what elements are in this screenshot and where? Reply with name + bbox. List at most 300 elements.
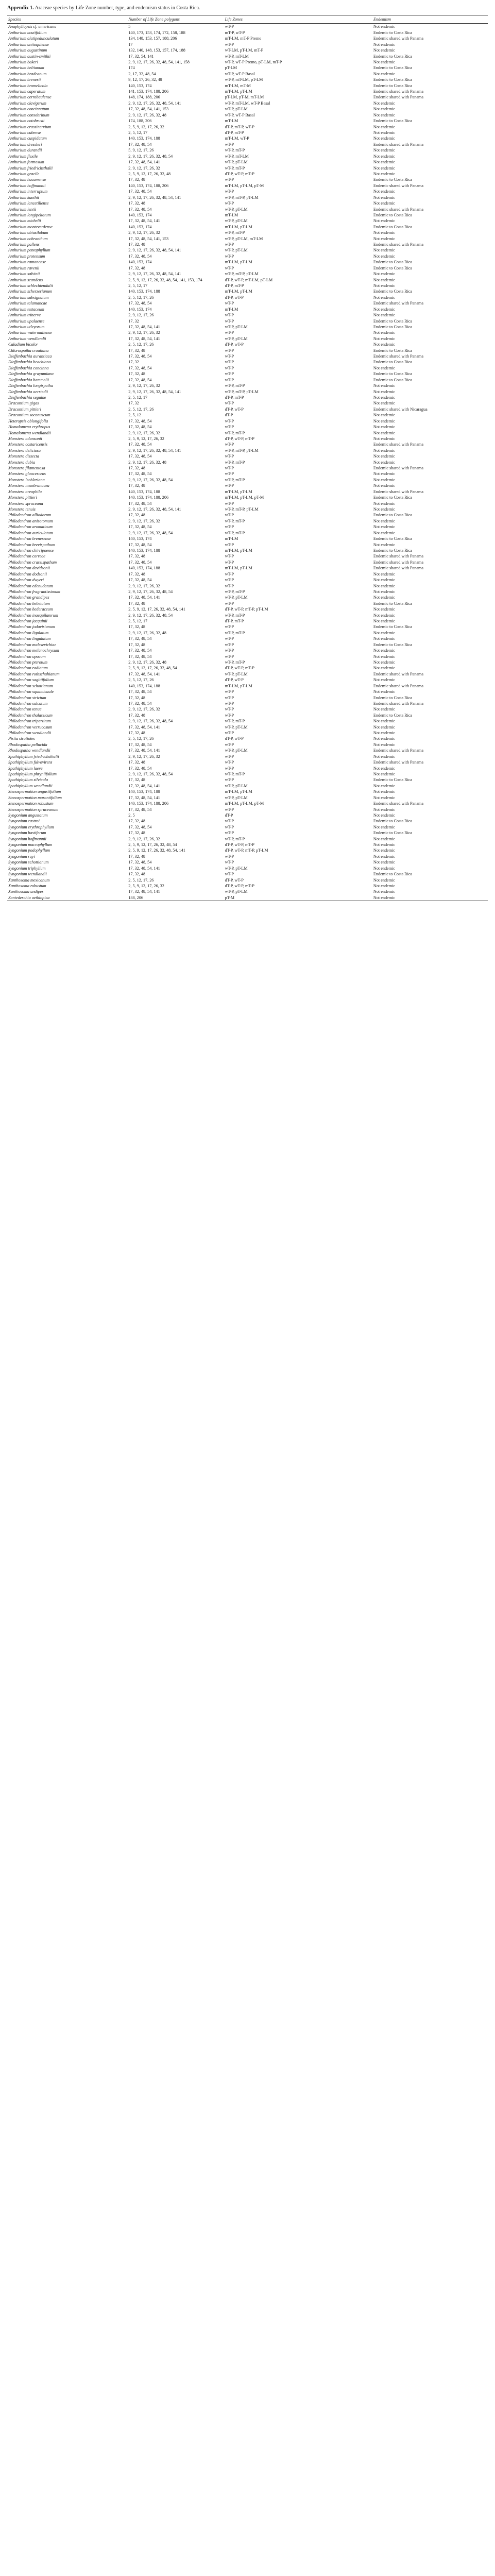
table-row bbox=[7, 595, 488, 600]
endemism-cell: Endemic shared with Panama bbox=[373, 489, 423, 494]
life-zones-cell: mT-LM, pT-LM, pT-M bbox=[225, 183, 264, 188]
polygons-cell: 2, 9, 12, 17, 26, 32, 48, 54, 141 bbox=[128, 248, 181, 253]
species-cell: Philodendron sulcatum bbox=[8, 701, 48, 706]
species-cell: Monstera tenuis bbox=[8, 507, 36, 512]
table-row bbox=[7, 159, 488, 165]
table-row bbox=[7, 501, 488, 506]
polygons-cell: 2, 5 bbox=[128, 812, 135, 818]
endemism-cell: Not endemic bbox=[373, 107, 395, 112]
endemism-cell: Endemic shared with Panama bbox=[373, 442, 423, 447]
species-cell: Syngonium hastiferum bbox=[8, 831, 46, 836]
endemism-cell: Not endemic bbox=[373, 812, 395, 818]
endemism-cell: Not endemic bbox=[373, 283, 395, 288]
table-row bbox=[7, 383, 488, 388]
species-cell: Anthurium flexile bbox=[8, 154, 38, 159]
endemism-cell: Not endemic bbox=[373, 336, 395, 341]
table-row bbox=[7, 312, 488, 318]
table-row bbox=[7, 606, 488, 612]
species-cell: Anthurium brenesii bbox=[8, 77, 41, 82]
species-cell: Anthurium michelii bbox=[8, 218, 41, 224]
endemism-cell: Not endemic bbox=[373, 295, 395, 300]
polygons-cell: 2, 9, 12, 17, 26, 32 bbox=[128, 165, 160, 171]
polygons-cell: 2, 9, 12, 17, 26, 32, 48, 54 bbox=[128, 613, 173, 618]
species-cell: Monstera glaucescens bbox=[8, 471, 46, 477]
species-cell: Monstera oreophila bbox=[8, 489, 42, 494]
table-row bbox=[7, 518, 488, 524]
endemism-cell: Not endemic bbox=[373, 571, 395, 577]
polygons-cell: 2, 5, 12, 17 bbox=[128, 283, 148, 288]
endemism-cell: Not endemic bbox=[373, 583, 395, 588]
life-zones-cell: wT-P bbox=[225, 554, 234, 559]
life-zones-cell: wT-P bbox=[225, 860, 234, 865]
endemism-cell: Not endemic bbox=[373, 866, 395, 871]
species-cell: Anthurium cerrobaulense bbox=[8, 95, 52, 100]
endemism-cell: Endemic to Costa Rica bbox=[373, 265, 413, 270]
life-zones-cell: wT-P bbox=[225, 824, 234, 829]
life-zones-cell: wT-P, mT-P bbox=[225, 659, 245, 665]
life-zones-cell: wT-P, mT-P bbox=[225, 613, 245, 618]
life-zones-cell: wT-P, pT-LM bbox=[225, 160, 248, 165]
column-header-polygons: Number of Life Zone polygons bbox=[127, 15, 224, 24]
life-zones-cell: wT-P bbox=[225, 689, 234, 694]
species-cell: Anthurium subsignatum bbox=[8, 295, 49, 300]
endemism-cell: Endemic to Costa Rica bbox=[373, 30, 413, 35]
life-zones-cell: wT-P bbox=[225, 777, 234, 783]
endemism-cell: Not endemic bbox=[373, 836, 395, 841]
life-zones-cell: wT-P bbox=[225, 377, 234, 382]
polygons-cell: 17, 32, 48, 54 bbox=[128, 807, 152, 812]
endemism-cell: Not endemic bbox=[373, 613, 395, 618]
endemism-cell: Not endemic bbox=[373, 518, 395, 523]
species-cell: Dieffenbachia concinna bbox=[8, 365, 49, 370]
species-cell: Anthurium scherzerianum bbox=[8, 289, 53, 294]
endemism-cell: Endemic to Costa Rica bbox=[373, 872, 413, 877]
species-cell: Philodendron edenudatum bbox=[8, 583, 53, 588]
endemism-cell: Endemic shared with Panama bbox=[373, 560, 423, 565]
polygons-cell: 17, 32, 48 bbox=[128, 242, 145, 247]
table-row bbox=[7, 818, 488, 824]
life-zones-cell: wT-P bbox=[225, 819, 234, 824]
species-cell: Philodendron squamicaule bbox=[8, 689, 54, 694]
species-cell: Anthurium ravenii bbox=[8, 265, 40, 270]
table-row bbox=[7, 460, 488, 465]
endemism-cell: Endemic shared with Panama bbox=[373, 95, 423, 100]
table-row bbox=[7, 665, 488, 671]
table-row bbox=[7, 548, 488, 553]
life-zones-cell: mT-LM bbox=[225, 212, 238, 217]
endemism-cell: Endemic shared with Panama bbox=[373, 183, 423, 188]
species-cell: Philodendron melanochrysum bbox=[8, 648, 59, 653]
polygons-cell: 2, 5, 12 bbox=[128, 413, 141, 418]
species-cell: Philodendron auriculatum bbox=[8, 530, 53, 535]
polygons-cell: 140, 153, 174, 188 bbox=[128, 136, 160, 141]
table-row bbox=[7, 47, 488, 53]
endemism-cell: Not endemic bbox=[373, 477, 395, 482]
table-row bbox=[7, 65, 488, 71]
life-zones-cell: wT-P, pT-LM bbox=[225, 324, 248, 329]
endemism-cell: Not endemic bbox=[373, 789, 395, 794]
polygons-cell: 140, 153, 174, 188 bbox=[128, 548, 160, 553]
polygons-cell: 2, 5, 9, 12, 17, 26, 32, 48, 54, 141 bbox=[128, 848, 185, 853]
species-cell: Philodendron dwyeri bbox=[8, 578, 44, 583]
species-table bbox=[7, 15, 488, 901]
life-zones-cell: wT-P bbox=[225, 42, 234, 47]
endemism-cell: Not endemic bbox=[373, 430, 395, 435]
life-zones-cell: dT-P, wT-P, mT-P, pT-LM bbox=[225, 607, 268, 612]
species-cell: Philodendron jacquinii bbox=[8, 619, 47, 624]
life-zones-cell: wT-P, mT-P bbox=[225, 430, 245, 435]
life-zones-cell: wT-P bbox=[225, 872, 234, 877]
table-row bbox=[7, 200, 488, 206]
table-row bbox=[7, 430, 488, 436]
life-zones-cell: wT-LM, pT-LM, mT-P bbox=[225, 48, 264, 53]
endemism-cell: Endemic to Costa Rica bbox=[373, 601, 413, 606]
table-row bbox=[7, 289, 488, 294]
table-row bbox=[7, 448, 488, 453]
endemism-cell: Not endemic bbox=[373, 313, 395, 318]
polygons-cell: 17, 32, 48, 54, 141 bbox=[128, 324, 160, 329]
endemism-cell: Endemic to Costa Rica bbox=[373, 713, 413, 718]
species-cell: Spathiphyllum laeve bbox=[8, 766, 43, 771]
table-row bbox=[7, 465, 488, 471]
species-cell: Anthurium pentaphyllum bbox=[8, 248, 50, 253]
polygons-cell: 5 bbox=[128, 24, 131, 29]
species-cell: Homalomena wendlandii bbox=[8, 430, 51, 435]
polygons-cell: 17, 32, 48 bbox=[128, 483, 145, 488]
polygons-cell: 17, 32, 48, 54 bbox=[128, 701, 152, 706]
species-cell: Syngonium erythrophyllum bbox=[8, 824, 54, 829]
polygons-cell: 2, 9, 12, 17, 26, 32, 48, 54, 141 bbox=[128, 272, 181, 277]
table-row bbox=[7, 654, 488, 659]
endemism-cell: Not endemic bbox=[373, 736, 395, 741]
life-zones-cell: mT-LM, pT-LM bbox=[225, 489, 252, 494]
table-row bbox=[7, 171, 488, 177]
table-row bbox=[7, 212, 488, 218]
species-cell: Dieffenbachia hammelii bbox=[8, 377, 49, 382]
endemism-cell: Endemic to Costa Rica bbox=[373, 65, 413, 71]
species-cell: Rhodospatha wendlandii bbox=[8, 748, 50, 753]
table-row bbox=[7, 307, 488, 312]
polygons-cell: 140, 153, 174 bbox=[128, 307, 152, 312]
endemism-cell: Not endemic bbox=[373, 807, 395, 812]
table-row bbox=[7, 683, 488, 689]
polygons-cell: 17, 32, 48, 54 bbox=[128, 253, 152, 259]
polygons-cell: 2, 9, 12, 17, 26, 32, 48, 54, 141 bbox=[128, 507, 181, 512]
life-zones-cell: dT-P, mT-P, wT-P bbox=[225, 124, 254, 129]
caption-text: Araceae species by Life Zone number, type, and endemism status in Costa Rica. bbox=[35, 5, 200, 11]
endemism-cell: Endemic to Costa Rica bbox=[373, 536, 413, 541]
table-row bbox=[7, 759, 488, 765]
endemism-cell: Not endemic bbox=[373, 100, 395, 106]
species-cell: Anthurium concinnatum bbox=[8, 107, 49, 112]
polygons-cell: 2, 5, 12, 17, 26 bbox=[128, 342, 154, 347]
life-zones-cell: wT-P bbox=[225, 524, 234, 530]
endemism-cell: Endemic shared with Panama bbox=[373, 566, 423, 571]
life-zones-cell: wT-P, mT-P, pT-LM bbox=[225, 507, 259, 512]
life-zones-cell: wT-P bbox=[225, 654, 234, 659]
life-zones-cell: dT-P bbox=[225, 413, 233, 418]
species-cell: Philodendron wendlandii bbox=[8, 731, 52, 736]
table-row bbox=[7, 648, 488, 653]
polygons-cell: 17, 32, 48, 54, 141, 153 bbox=[128, 107, 169, 112]
polygons-cell: 140, 153, 174, 188 bbox=[128, 489, 160, 494]
polygons-cell: 17, 32, 48, 54 bbox=[128, 418, 152, 423]
table-row bbox=[7, 553, 488, 559]
species-cell: Monstera spruceana bbox=[8, 501, 43, 506]
table-row bbox=[7, 412, 488, 418]
polygons-cell: 2, 9, 12, 17, 26, 32 bbox=[128, 430, 160, 435]
species-cell: Anthurium crassinervium bbox=[8, 124, 52, 129]
polygons-cell: 17, 32, 48 bbox=[128, 177, 145, 182]
life-zones-cell: wT-P, pT-LM bbox=[225, 107, 248, 112]
polygons-cell: 140, 153, 174, 188 bbox=[128, 683, 160, 688]
polygons-cell: 2, 9, 12, 17, 26, 32, 48, 54 bbox=[128, 154, 173, 159]
endemism-cell: Endemic shared with Panama bbox=[373, 207, 423, 212]
life-zones-cell: mT-LM, wT-P bbox=[225, 136, 249, 141]
polygons-cell: 188, 206 bbox=[127, 895, 224, 901]
table-caption bbox=[7, 5, 488, 11]
life-zones-cell: wT-P, wT-P Basal bbox=[225, 71, 255, 76]
life-zones-cell: wT-P, pT-LM bbox=[225, 724, 248, 730]
polygons-cell: 2, 17, 32, 48, 54 bbox=[128, 71, 156, 76]
table-row bbox=[7, 24, 488, 30]
table-row bbox=[7, 253, 488, 259]
life-zones-cell: mT-LM, pT-LM bbox=[225, 548, 252, 553]
endemism-cell: Endemic shared with Panama bbox=[373, 36, 423, 41]
life-zones-cell: wT-P bbox=[225, 648, 234, 653]
table-row bbox=[7, 671, 488, 677]
polygons-cell: 174 bbox=[128, 65, 135, 71]
endemism-cell: Endemic shared with Panama bbox=[373, 554, 423, 559]
polygons-cell: 17, 32, 48, 54 bbox=[128, 365, 152, 370]
endemism-cell: Endemic shared with Panama bbox=[373, 760, 423, 765]
table-row bbox=[7, 147, 488, 153]
life-zones-cell: wT-P bbox=[225, 242, 234, 247]
species-cell: Dieffenbachia grayumiana bbox=[8, 371, 54, 377]
life-zones-cell: wT-P, pT-LM bbox=[225, 595, 248, 600]
life-zones-cell: wT-P bbox=[225, 766, 234, 771]
life-zones-cell: wT-P, mT-P, pT-LM bbox=[225, 195, 259, 200]
table-row bbox=[7, 247, 488, 253]
species-cell: Anthurium beltianum bbox=[8, 65, 44, 71]
species-cell: Anthurium gracile bbox=[8, 171, 40, 176]
polygons-cell: 2, 5, 12, 17, 26 bbox=[128, 736, 154, 741]
table-row bbox=[7, 183, 488, 189]
species-cell: Zantedeschia aethiopica bbox=[7, 895, 127, 901]
endemism-cell: Not endemic bbox=[373, 454, 395, 459]
endemism-cell: Not endemic bbox=[373, 307, 395, 312]
table-row bbox=[7, 783, 488, 789]
species-cell: Philodendron grandipes bbox=[8, 595, 49, 600]
polygons-cell: 17, 32, 48, 54 bbox=[128, 501, 152, 506]
life-zones-cell: wT-P bbox=[225, 642, 234, 647]
life-zones-cell: wT-P bbox=[225, 330, 234, 335]
endemism-cell: Endemic to Costa Rica bbox=[373, 318, 413, 324]
endemism-cell: Not endemic bbox=[373, 165, 395, 171]
life-zones-cell: mT-LM, pT-LM, pT-M bbox=[225, 495, 264, 500]
endemism-cell: Endemic to Costa Rica bbox=[373, 83, 413, 88]
life-zones-cell: wT-P bbox=[225, 701, 234, 706]
table-row bbox=[7, 748, 488, 753]
endemism-cell: Not endemic bbox=[373, 272, 395, 277]
table-row bbox=[7, 418, 488, 424]
table-row bbox=[7, 889, 488, 894]
polygons-cell: 17, 32, 48, 54, 141 bbox=[128, 218, 160, 224]
table-row bbox=[7, 395, 488, 400]
table-row bbox=[7, 342, 488, 347]
endemism-cell: Not endemic bbox=[373, 659, 395, 665]
life-zones-cell: dT-P, mT-P bbox=[225, 395, 244, 400]
endemism-cell: Not endemic bbox=[373, 42, 395, 47]
polygons-cell: 17, 32, 48 bbox=[128, 872, 145, 877]
species-cell: Monstera costaricensis bbox=[8, 442, 48, 447]
endemism-cell: Not endemic bbox=[373, 136, 395, 141]
life-zones-cell: wT-P bbox=[225, 731, 234, 736]
endemism-cell: Endemic shared with Panama bbox=[373, 142, 423, 147]
species-cell: Monstera pittieri bbox=[8, 495, 37, 500]
endemism-cell: Not endemic bbox=[373, 230, 395, 235]
polygons-cell: 17, 32, 48 bbox=[128, 571, 145, 577]
life-zones-cell: wT-P bbox=[225, 466, 234, 471]
polygons-cell: 2, 9, 12, 17, 26, 32, 48 bbox=[128, 460, 166, 465]
species-cell: Anthurium dressleri bbox=[8, 142, 42, 147]
species-cell: Anthurium upalaense bbox=[8, 318, 45, 324]
endemism-cell: Not endemic bbox=[373, 648, 395, 653]
life-zones-cell: mT-LM, pT-LM bbox=[225, 566, 252, 571]
species-cell: Anthurium watermaliense bbox=[8, 330, 52, 335]
endemism-cell: Not endemic bbox=[373, 707, 395, 712]
endemism-cell: Not endemic bbox=[373, 524, 395, 530]
endemism-cell: Not endemic bbox=[373, 530, 395, 535]
life-zones-cell: dT-P, wT-P bbox=[225, 677, 244, 683]
endemism-cell: Not endemic bbox=[373, 160, 395, 165]
life-zones-cell: pT-LM, pT-M, mT-LM bbox=[225, 95, 264, 100]
table-row bbox=[7, 824, 488, 830]
life-zones-cell: wT-P bbox=[225, 442, 234, 447]
endemism-cell: Endemic to Costa Rica bbox=[373, 289, 413, 294]
life-zones-cell: dT-P, mT-P bbox=[225, 130, 244, 135]
species-cell: Philodendron schottianum bbox=[8, 683, 53, 688]
polygons-cell: 17, 32, 48, 54, 141 bbox=[128, 724, 160, 730]
species-cell: Rhodospatha pellucida bbox=[8, 742, 47, 747]
table-row bbox=[7, 536, 488, 541]
endemism-cell: Endemic to Costa Rica bbox=[373, 260, 413, 265]
polygons-cell: 17, 32, 48 bbox=[128, 624, 145, 630]
endemism-cell: Not endemic bbox=[373, 24, 395, 29]
endemism-cell: Endemic to Costa Rica bbox=[373, 819, 413, 824]
polygons-cell: 2, 5, 9, 12, 17, 26, 32, 48, 54, 141 bbox=[128, 607, 185, 612]
polygons-cell: 17, 32, 48, 54 bbox=[128, 377, 152, 382]
life-zones-cell: wT-P, mT-LM, pT-LM bbox=[225, 77, 263, 82]
polygons-cell: 17, 32, 48 bbox=[128, 695, 145, 700]
species-cell: Syngonium podophyllum bbox=[8, 848, 50, 853]
life-zones-cell: mT-LM, pT-LM bbox=[225, 289, 252, 294]
table-row bbox=[7, 42, 488, 47]
polygons-cell: 17, 32, 48 bbox=[128, 777, 145, 783]
endemism-cell: Not endemic bbox=[373, 71, 395, 76]
polygons-cell: 2, 9, 12, 17, 26, 32, 48, 54 bbox=[128, 530, 173, 535]
life-zones-cell: wT-P bbox=[225, 471, 234, 477]
table-row bbox=[7, 242, 488, 247]
species-cell: Philodendron aromaticum bbox=[8, 524, 53, 530]
life-zones-cell: mT-LM, pT-LM bbox=[225, 789, 252, 794]
species-cell: Philodendron dodsonii bbox=[8, 571, 47, 577]
life-zones-cell: wT-P, mT-P bbox=[225, 530, 245, 535]
table-row bbox=[7, 348, 488, 353]
life-zones-cell: wT-P, mT-P bbox=[225, 589, 245, 594]
polygons-cell: 2, 9, 12, 17, 26, 32, 48, 54, 141 bbox=[128, 100, 181, 106]
table-row bbox=[7, 766, 488, 771]
life-zones-cell: wT-P bbox=[225, 318, 234, 324]
table-header-row bbox=[7, 15, 488, 24]
species-cell: Philodendron chirripoense bbox=[8, 548, 54, 553]
table-row bbox=[7, 30, 488, 36]
endemism-cell: Not endemic bbox=[373, 842, 395, 848]
polygons-cell: 2, 5, 12, 17, 26 bbox=[128, 677, 154, 683]
life-zones-cell: wT-P bbox=[225, 513, 234, 518]
polygons-cell: 2, 9, 12, 17, 26, 32 bbox=[128, 383, 160, 388]
species-cell: Anthurium cubense bbox=[8, 130, 41, 135]
endemism-cell: Endemic to Costa Rica bbox=[373, 495, 413, 500]
species-cell: Philodendron fragrantissimum bbox=[8, 589, 60, 594]
endemism-cell: Endemic shared with Nicaragua bbox=[373, 406, 428, 412]
life-zones-cell: wT-P, wT-P Basal bbox=[225, 112, 255, 117]
table-row bbox=[7, 730, 488, 736]
life-zones-cell: mT-LM, mT-M bbox=[225, 83, 251, 88]
life-zones-cell: wT-P bbox=[225, 142, 234, 147]
species-cell: Monstera membranacea bbox=[8, 483, 49, 488]
life-zones-cell: mT-LM bbox=[225, 118, 238, 124]
species-cell: Philodendron thalassicum bbox=[8, 713, 53, 718]
life-zones-cell: wT-P bbox=[225, 578, 234, 583]
species-cell: Monstera deliciosa bbox=[8, 448, 41, 453]
species-cell: Syngonium triphyllum bbox=[8, 866, 46, 871]
polygons-cell: 17, 32, 48, 54 bbox=[128, 560, 152, 565]
species-cell: Xanthosoma undipes bbox=[8, 889, 44, 894]
table-row bbox=[7, 71, 488, 77]
polygons-cell: 17, 32, 48, 54 bbox=[128, 578, 152, 583]
polygons-cell: 17, 32, 48, 54, 141 bbox=[128, 748, 160, 753]
life-zones-cell: wT-P bbox=[225, 583, 234, 588]
endemism-cell: Endemic to Costa Rica bbox=[373, 118, 413, 124]
life-zones-cell: dT-P, mT-P bbox=[225, 283, 244, 288]
life-zones-cell: wT-P, mT-P bbox=[225, 719, 245, 724]
life-zones-cell: wT-P, mT-LM bbox=[225, 154, 249, 159]
endemism-cell: Not endemic bbox=[373, 889, 395, 894]
endemism-cell: Endemic shared with Panama bbox=[373, 671, 423, 676]
species-cell: Philodendron hederaceum bbox=[8, 607, 53, 612]
table-row bbox=[7, 135, 488, 141]
species-cell: Anthurium antioquiense bbox=[8, 42, 49, 47]
table-row bbox=[7, 118, 488, 124]
endemism-cell: Not endemic bbox=[373, 130, 395, 135]
life-zones-cell: wT-P bbox=[225, 253, 234, 259]
species-cell: Anthurium obtusilobum bbox=[8, 230, 48, 235]
species-cell: Caladium bicolor bbox=[8, 342, 38, 347]
polygons-cell: 17, 32, 48 bbox=[128, 513, 145, 518]
endemism-cell: Not endemic bbox=[373, 772, 395, 776]
endemism-cell: Not endemic bbox=[373, 395, 395, 400]
table-row bbox=[7, 400, 488, 406]
endemism-cell: Not endemic bbox=[373, 742, 395, 747]
table-row bbox=[7, 336, 488, 342]
endemism-cell: Endemic shared with Panama bbox=[373, 242, 423, 247]
life-zones-cell: dT-P, wT-P bbox=[225, 877, 244, 883]
life-zones-cell: wT-P bbox=[225, 354, 234, 359]
endemism-cell: Not endemic bbox=[373, 483, 395, 488]
table-row bbox=[7, 406, 488, 412]
endemism-cell: Endemic to Costa Rica bbox=[373, 324, 413, 329]
